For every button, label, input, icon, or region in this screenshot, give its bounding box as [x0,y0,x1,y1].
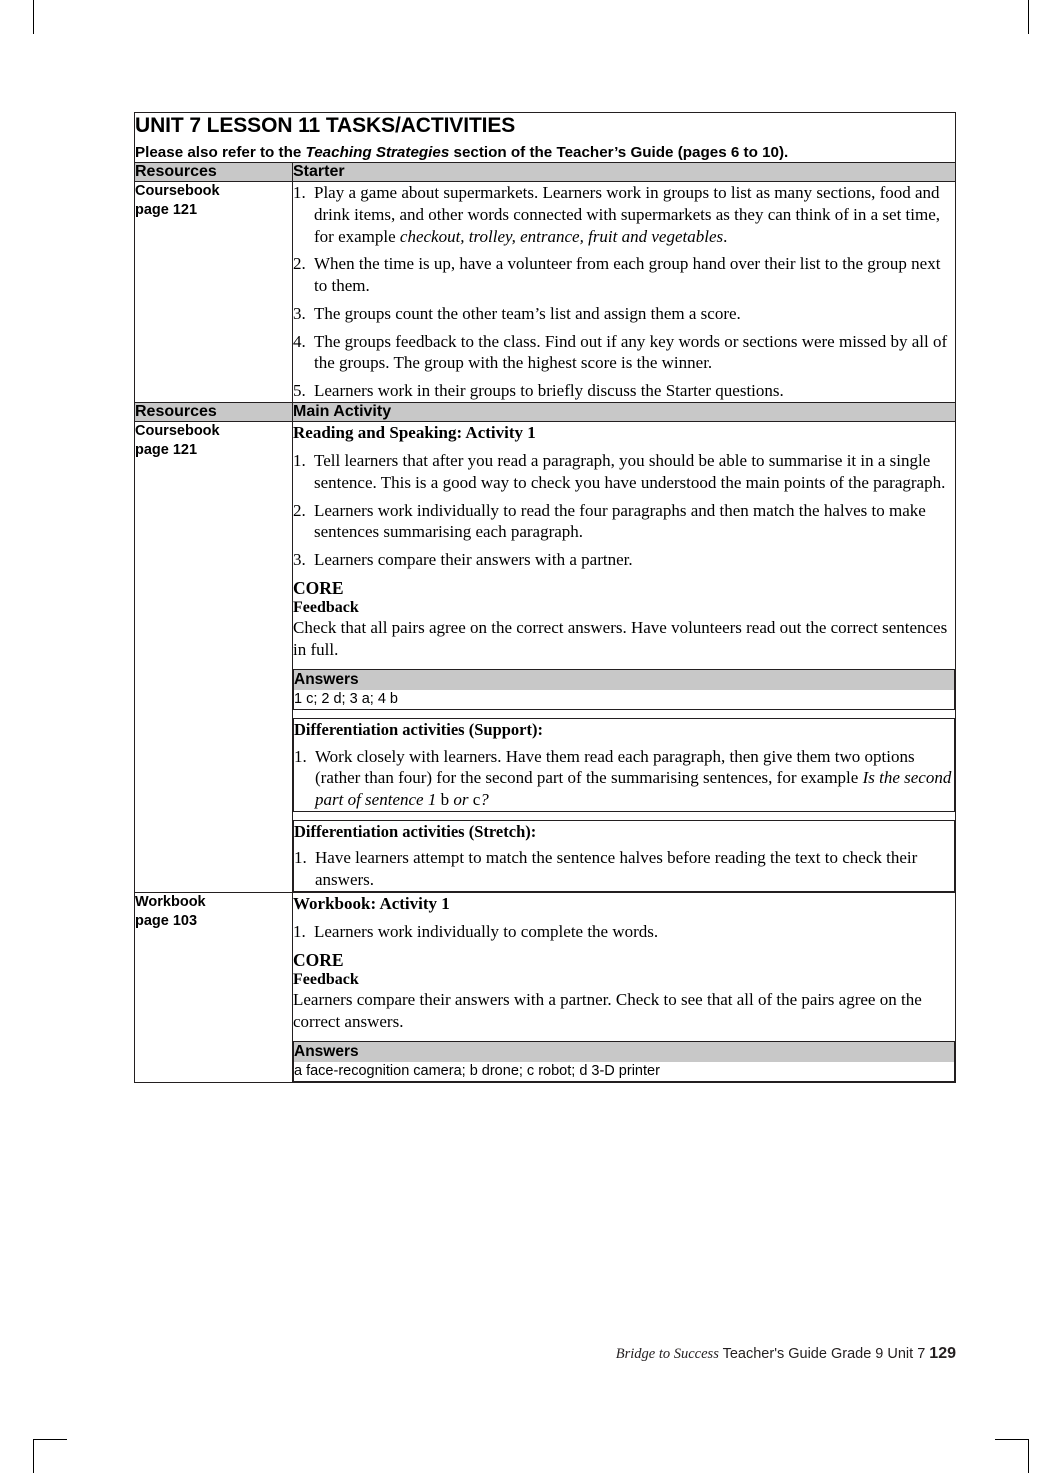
list-item-number: 1. [293,183,306,203]
differentiation-support-list [294,746,954,811]
header-main-activity: Main Activity [293,402,956,421]
main-feedback-text: Check that all pairs agree on the correct answers. Have volunteers read out the correct sentences in full. [293,618,948,660]
main-feedback-label: Feedback [293,598,359,616]
list-item [293,380,955,402]
list-item-text: When the time is up, have a volunteer from each group hand over their list to the group next to them. [314,254,941,296]
header-resources: Resources [135,163,293,182]
differentiation-stretch-row [294,820,955,891]
header-starter: Starter [293,163,956,182]
workbook-answers-header-row [294,1042,955,1063]
starter-row [135,182,956,403]
header-resources-2: Resources [135,402,293,421]
workbook-answers-header: Answers [294,1042,955,1063]
list-item-number: 2. [293,500,306,520]
workbook-row [135,892,956,1082]
starter-body-cell [293,182,956,403]
list-item-text: Learners work individually to complete the words. [314,921,659,941]
list-item [293,921,955,943]
workbook-answers-text: a face-recognition camera; b drone; c robot; d 3-D printer [294,1062,955,1081]
footer-book-title: Bridge to Success [615,1346,719,1362]
list-item [293,549,955,571]
main-step-list [293,450,955,571]
lesson-plan-table [134,112,956,1083]
lesson-plan-page [134,112,956,1083]
main-answers-header-row [294,670,955,691]
list-item-number: 1. [293,921,306,941]
workbook-resource-cell [135,892,293,1082]
workbook-resource-line1: Workbook [135,893,206,910]
starter-resource-line2: page 121 [135,202,198,219]
list-item [293,253,955,297]
starter-header-row [135,163,956,182]
main-section-title: Reading and Speaking: Activity 1 [293,422,536,442]
workbook-resource-line2: page 103 [135,912,198,929]
list-item-text: Work closely with learners. Have them read each paragraph, then give them two options (rather than four) for the second part of the summarising sentences, for example Is the second part of sentence 1 b or c? [315,746,952,810]
list-item-text: Learners compare their answers with a partner. [314,550,633,570]
page-title: UNIT 7 LESSON 11 TASKS/ACTIVITIES [135,114,516,137]
footer-page-number: 129 [929,1345,956,1362]
workbook-answers-table [293,1041,955,1082]
list-item-number: 3. [293,550,306,570]
main-resource-line1: Coursebook [135,422,220,439]
list-item-text: Learners work individually to read the four paragraphs and then match the halves to make sentences summarising each paragraph. [314,500,926,542]
subtitle-post: section of the Teacher’s Guide (pages 6 to 10). [449,144,789,162]
crop-mark-bottom-right [1028,1439,1029,1473]
list-item [293,303,955,325]
list-item-text: Play a game about supermarkets. Learners work in groups to list as many sections, food and drink items, and other words connected with supermarkets as they can think of in a set time, for example checkout, trolley, entrance, fruit and vegetables. [314,183,941,246]
list-item [293,500,955,544]
subtitle-pre: Please also refer to the [135,144,306,162]
list-item-text: Learners work in their groups to briefly discuss the Starter questions. [314,381,784,401]
main-answers-table [293,669,955,710]
crop-mark-bottom-left [33,1439,34,1473]
workbook-section-title: Workbook: Activity 1 [293,893,450,913]
differentiation-stretch-cell [294,820,955,891]
differentiation-support-table [293,718,955,812]
list-item-text: Tell learners that after you read a paragraph, you should be able to summarise it in a single sentence. This is a good way to check you have understood the main points of the paragraph. [314,451,946,492]
main-body-cell [293,421,956,892]
differentiation-support-cell [294,719,955,812]
differentiation-support-row [294,719,955,812]
main-answers-header: Answers [294,670,955,691]
list-item-number: 4. [293,331,306,351]
starter-resource-cell [135,182,293,403]
main-answers-text: 1 c; 2 d; 3 a; 4 b [294,690,955,709]
main-resource-cell [135,421,293,892]
main-activity-row [135,421,956,892]
crop-mark-bottom-left-h [33,1439,67,1440]
list-item-number: 3. [293,303,306,323]
differentiation-support-title: Differentiation activities (Support): [294,720,543,740]
subtitle-italic: Teaching Strategies [305,144,450,162]
workbook-core-label: CORE [293,949,344,970]
list-item [293,182,955,247]
footer-rest: Teacher's Guide Grade 9 Unit 7 [718,1346,930,1362]
list-item-text: The groups feedback to the class. Find out if any key words or sections were missed by all of the groups. The group with the highest score is the winner. [314,331,948,373]
differentiation-stretch-title: Differentiation activities (Stretch): [294,821,537,841]
workbook-body-cell [293,892,956,1082]
page-footer [616,1345,956,1363]
page-subtitle [135,143,955,162]
main-header-row [135,402,956,421]
list-item-number: 2. [293,254,306,274]
list-item-number: 1. [293,451,306,471]
workbook-answers-body-row [294,1062,955,1081]
main-core-label: CORE [293,577,344,598]
workbook-feedback-text: Learners compare their answers with a partner. Check to see that all of the pairs agree on the correct answers. [293,990,922,1032]
list-item [293,331,955,375]
list-item-text: The groups count the other team’s list and assign them a score. [314,303,741,323]
list-item-text: Have learners attempt to match the sentence halves before reading the text to check their answers. [315,848,918,890]
list-item [294,746,954,811]
main-resource-line2: page 121 [135,441,198,458]
workbook-feedback-label: Feedback [293,970,359,988]
crop-mark-bottom-right-h [995,1439,1029,1440]
starter-resource-line1: Coursebook [135,183,220,200]
differentiation-stretch-table [293,820,955,892]
title-row [135,113,956,163]
starter-step-list [293,182,955,402]
list-item-number: 1. [294,848,307,868]
title-cell [135,113,956,163]
list-item-number: 1. [294,746,307,766]
differentiation-stretch-list [294,847,954,891]
main-answers-body-row [294,690,955,709]
workbook-step-list [293,921,955,943]
list-item [294,847,954,891]
crop-mark-top-right [1028,0,1029,34]
crop-mark-top-left [33,0,34,34]
list-item-number: 5. [293,381,306,401]
list-item [293,450,955,494]
